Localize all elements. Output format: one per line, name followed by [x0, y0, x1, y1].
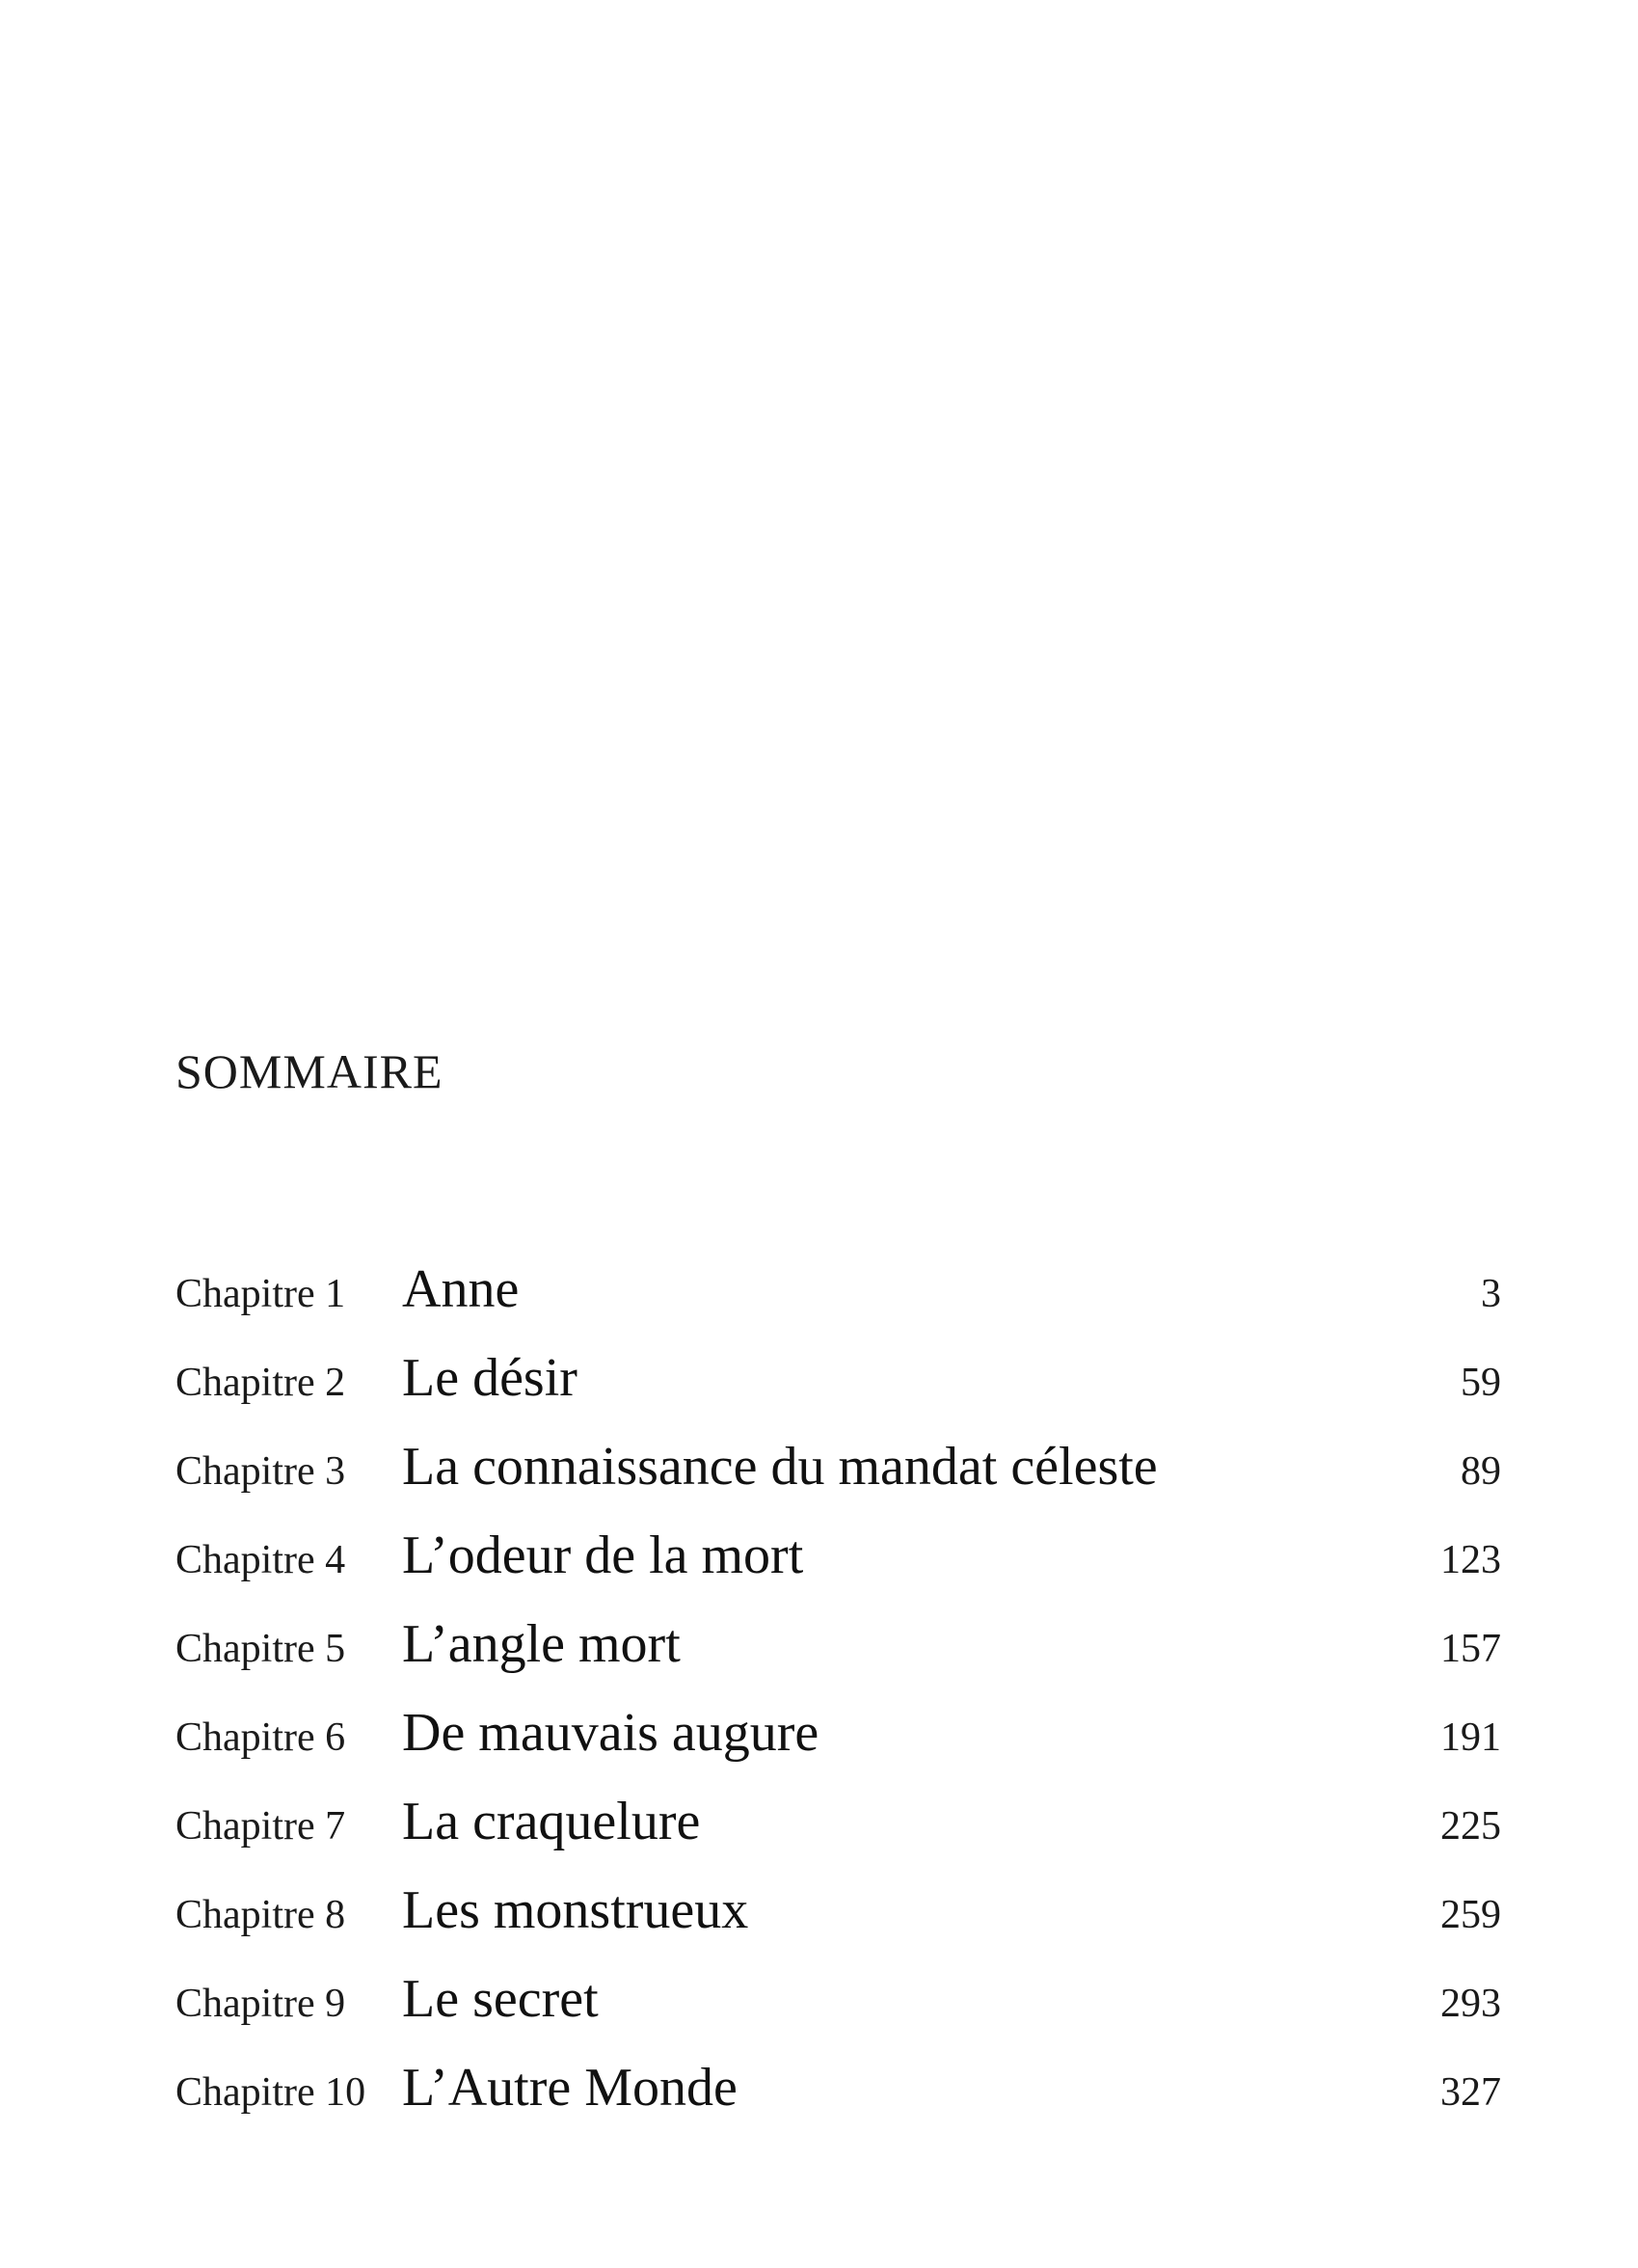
- chapter-page-number: 123: [1440, 1538, 1501, 1582]
- toc-entry: [175, 1347, 1501, 1436]
- chapter-title: L’odeur de la mort: [402, 1526, 804, 1585]
- chapter-label: Chapitre 7: [175, 1804, 346, 1849]
- chapter-title: La connaissance du mandat céleste: [402, 1437, 1158, 1497]
- toc-entry: [175, 1702, 1501, 1791]
- chapter-title: De mauvais augure: [402, 1703, 819, 1763]
- chapter-label: Chapitre 5: [175, 1627, 346, 1671]
- chapter-title: Anne: [402, 1259, 520, 1319]
- chapter-page-number: 225: [1440, 1804, 1501, 1849]
- chapter-label: Chapitre 9: [175, 1982, 346, 2026]
- chapter-label: Chapitre 3: [175, 1449, 346, 1494]
- chapter-label: Chapitre 6: [175, 1715, 346, 1760]
- chapter-page-number: 327: [1440, 2070, 1501, 2115]
- chapter-page-number: 59: [1461, 1361, 1501, 1405]
- toc-entry: [175, 1525, 1501, 1613]
- chapter-page-number: 89: [1461, 1449, 1501, 1494]
- toc-entry: [175, 1613, 1501, 1702]
- chapter-page-number: 293: [1440, 1982, 1501, 2026]
- toc-entry: [175, 1258, 1501, 1347]
- toc-entry: [175, 1968, 1501, 2057]
- toc-entry: [175, 2057, 1501, 2146]
- toc-entry: [175, 1791, 1501, 1879]
- chapter-page-number: 3: [1481, 1272, 1501, 1316]
- chapter-title: La craquelure: [402, 1792, 701, 1851]
- toc-heading: SOMMAIRE: [175, 1044, 443, 1098]
- chapter-label: Chapitre 4: [175, 1538, 346, 1582]
- chapter-label: Chapitre 1: [175, 1272, 346, 1316]
- toc-list: [175, 1258, 1501, 2146]
- chapter-title: Le désir: [402, 1348, 577, 1408]
- chapter-page-number: 157: [1440, 1627, 1501, 1671]
- chapter-page-number: 259: [1440, 1893, 1501, 1937]
- chapter-title: Le secret: [402, 1969, 599, 2029]
- toc-entry: [175, 1436, 1501, 1525]
- chapter-title: L’Autre Monde: [402, 2058, 738, 2118]
- chapter-title: L’angle mort: [402, 1614, 681, 1674]
- chapter-label: Chapitre 8: [175, 1893, 346, 1937]
- chapter-title: Les monstrueux: [402, 1880, 749, 1940]
- chapter-page-number: 191: [1440, 1715, 1501, 1760]
- toc-entry: [175, 1879, 1501, 1968]
- chapter-label: Chapitre 10: [175, 2070, 366, 2115]
- chapter-label: Chapitre 2: [175, 1361, 346, 1405]
